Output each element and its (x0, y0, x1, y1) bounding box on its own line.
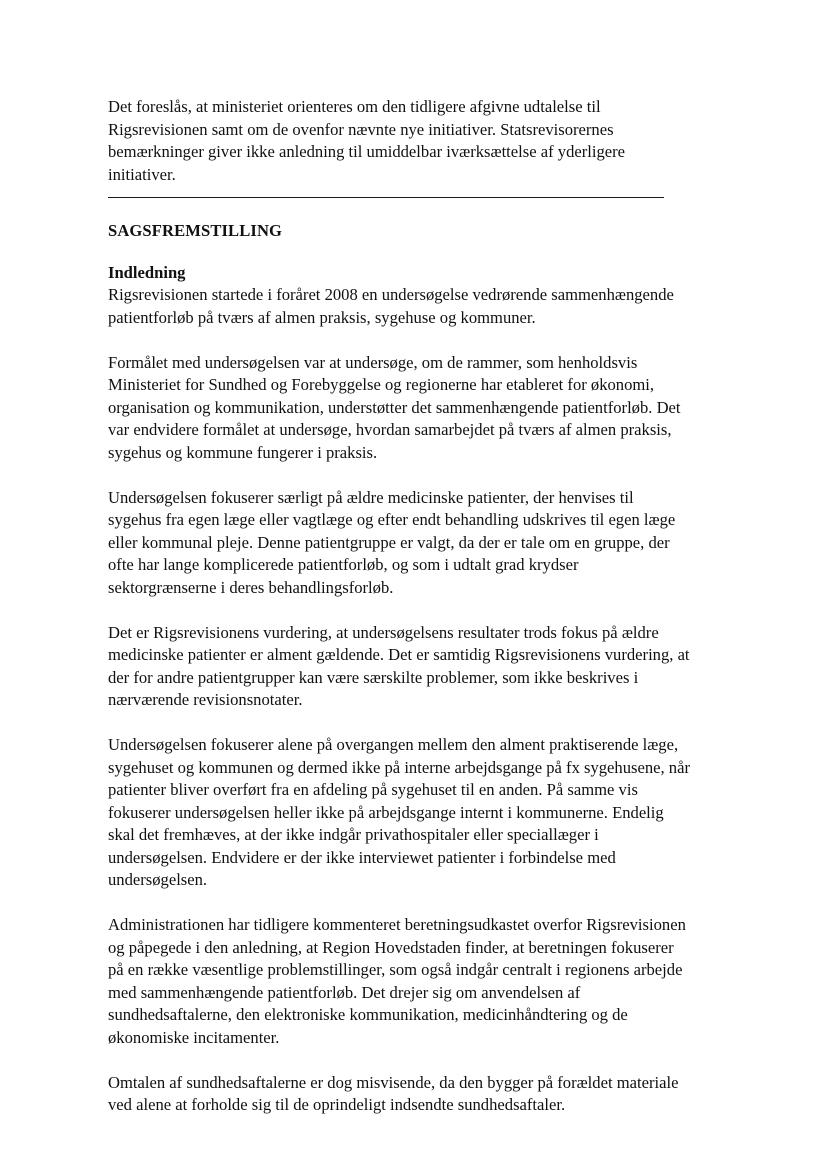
paragraph-1 (108, 284, 708, 329)
text-line: Det er Rigsrevisionens vurdering, at undersøgelsens resultater trods fokus på ældre (108, 622, 659, 642)
text-line: undersøgelsen. Endvidere er der ikke interviewet patienter i forbindelse med (108, 847, 616, 867)
text-line: Ministeriet for Sundhed og Forebyggelse og regionerne har etableret for økonomi, (108, 375, 655, 394)
text-line: bemærkninger giver ikke anledning til umiddelbar iværksættelse af yderligere (108, 142, 626, 161)
text-line: fokuserer undersøgelsen heller ikke på arbejdsgange internt i kommunerne. Endelig (108, 802, 664, 822)
text-line: organisation og kommunikation, understøtter det sammenhængende patientforløb. Det (108, 397, 681, 417)
text-line: sygehus fra egen læge eller vagtlæge og efter endt behandling udskrives til egen læge (108, 510, 676, 529)
text-line: nærværende revisionsnotater. (108, 690, 303, 709)
paragraph-4 (108, 622, 708, 712)
text-line: Omtalen af sundhedsaftalerne er dog misvisende, da den bygger på forældet materiale (108, 1072, 679, 1092)
text-line: skal det fremhæves, at der ikke indgår privathospitaler eller speciallæger i (108, 825, 599, 844)
intro-paragraph (108, 96, 708, 186)
paragraph-2 (108, 352, 708, 465)
text-line: Rigsrevisionen samt om de ovenfor nævnte nye initiativer. Statsrevisorernes (108, 119, 614, 139)
text-line: ofte har lange komplicerede patientforløb, og som i udtalt grad krydser (108, 555, 579, 574)
text-line: Undersøgelsen fokuserer alene på overgangen mellem den alment praktiserende læge, (108, 735, 679, 754)
text-line: Formålet med undersøgelsen var at undersøge, om de rammer, som henholdsvis (108, 352, 638, 372)
text-line: og påpegede i den anledning, at Region Hovedstaden finder, at beretningen fokuserer (108, 937, 674, 957)
section-title: SAGSFREMSTILLING (108, 221, 283, 240)
paragraph-6 (108, 914, 708, 1049)
paragraph-3 (108, 487, 708, 600)
document-page (108, 96, 708, 1117)
horizontal-divider (108, 197, 664, 198)
text-line: var endvidere formålet at undersøge, hvordan samarbejdet på tværs af almen praksis, (108, 420, 672, 439)
text-line: sygehuset og kommunen og dermed ikke på interne arbejdsgange på fx sygehusene, når (108, 757, 690, 777)
text-line: med sammenhængende patientforløb. Det drejer sig om anvendelsen af (108, 982, 581, 1002)
text-line: Det foreslås, at ministeriet orienteres om den tidligere afgivne udtalelse til (108, 97, 601, 116)
subheading-indledning: Indledning (108, 262, 186, 282)
text-line: sektorgrænserne i deres behandlingsforløb. (108, 577, 394, 597)
text-line: sygehus og kommune fungerer i praksis. (108, 442, 378, 462)
text-line: Administrationen har tidligere kommenteret beretningsudkastet overfor Rigsrevisionen (108, 915, 686, 934)
paragraph-7 (108, 1072, 708, 1117)
text-line: eller kommunal pleje. Denne patientgruppe er valgt, da der er tale om en gruppe, der (108, 532, 670, 552)
text-line: patienter bliver overført fra en afdeling på sygehuset til en anden. På samme vis (108, 780, 638, 799)
text-line: der for andre patientgrupper kan være særskilte problemer, som ikke beskrives i (108, 667, 639, 687)
text-line: Undersøgelsen fokuserer særligt på ældre medicinske patienter, der henvises til (108, 487, 634, 507)
text-line: økonomiske incitamenter. (108, 1027, 280, 1047)
text-line: ved alene at forholde sig til de oprindeligt indsendte sundhedsaftaler. (108, 1095, 566, 1114)
text-line: medicinske patienter er alment gældende. Det er samtidig Rigsrevisionens vurdering, at (108, 645, 690, 664)
text-line: Rigsrevisionen startede i foråret 2008 en undersøgelse vedrørende sammenhængende (108, 285, 674, 304)
paragraph-5 (108, 734, 708, 892)
text-line: undersøgelsen. (108, 870, 208, 889)
text-line: på en række væsentlige problemstillinger, som også indgår centralt i regionens arbejde (108, 960, 683, 979)
text-line: patientforløb på tværs af almen praksis, sygehuse og kommuner. (108, 307, 536, 327)
text-line: sundhedsaftalerne, den elektroniske kommunikation, medicinhåndtering og de (108, 1005, 628, 1024)
text-line: initiativer. (108, 164, 176, 184)
